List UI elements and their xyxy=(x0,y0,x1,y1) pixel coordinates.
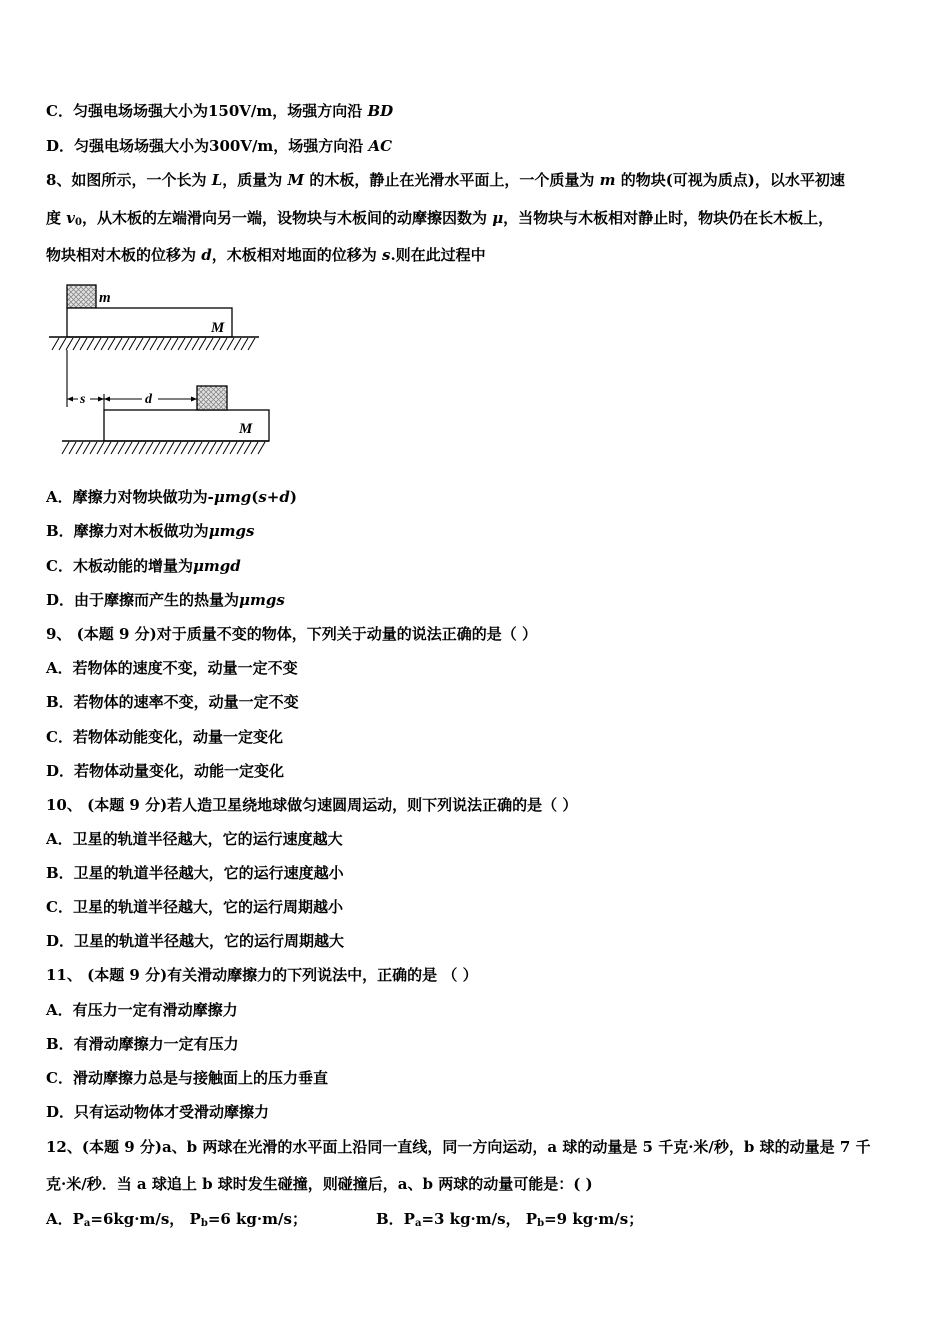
q12-option-b: B．$P_a=3$ kg·m/s， $P_b=9$ kg·m/s； xyxy=(376,1210,644,1229)
q11-option-c: C．滑动摩擦力总是与接触面上的压力垂直 xyxy=(46,1069,328,1087)
q9-option-c: C．若物体动能变化，动量一定变化 xyxy=(46,728,283,746)
question-12-line-2: 克·米/秒．当 a 球追上 b 球时发生碰撞，则碰撞后，a、b 两球的动量可能是：( ) xyxy=(46,1175,593,1193)
label-M-bottom: M xyxy=(239,421,253,437)
label-s: s xyxy=(80,392,86,407)
q8-option-a: A．摩擦力对物块做功为-μmg(s+d) xyxy=(46,488,297,506)
q10-option-b: B．卫星的轨道半径越大，它的运行速度越小 xyxy=(46,864,344,882)
label-m: m xyxy=(99,290,111,306)
q11-option-a: A．有压力一定有滑动摩擦力 xyxy=(46,1001,238,1019)
option-c-previous: C．匀强电场场强大小为150V/m，场强方向沿 BD xyxy=(46,102,394,120)
q10-option-d: D．卫星的轨道半径越大，它的运行周期越大 xyxy=(46,932,345,950)
q8-option-b: B．摩擦力对木板做功为μmgs xyxy=(46,522,255,540)
q8-option-d: D．由于摩擦而产生的热量为μmgs xyxy=(46,591,285,609)
ground-hatch-top xyxy=(52,338,255,350)
question-11-stem: 11、 (本题 9 分)有关滑动摩擦力的下列说法中，正确的是 （ ） xyxy=(46,966,478,984)
label-d: d xyxy=(145,392,152,407)
question-10-stem: 10、 (本题 9 分)若人造卫星绕地球做匀速圆周运动，则下列说法正确的是（ ） xyxy=(46,796,578,814)
board-block-diagram xyxy=(46,282,276,467)
question-8-line-1: 8、如图所示，一个长为 L，质量为 M 的木板，静止在光滑水平面上，一个质量为 m 的物块(可视为质点)，以水平初速 xyxy=(46,171,845,189)
block-m-bottom xyxy=(197,386,227,410)
q10-option-c: C．卫星的轨道半径越大，它的运行周期越小 xyxy=(46,898,343,916)
block-m-top xyxy=(67,285,96,308)
q9-option-d: D．若物体动量变化，动能一定变化 xyxy=(46,762,285,780)
q10-option-a: A．卫星的轨道半径越大，它的运行速度越大 xyxy=(46,830,343,848)
question-12-line-1: 12、(本题 9 分)a、b 两球在光滑的水平面上沿同一直线，同一方向运动，a 球的动量是 5 千克·米/秒，b 球的动量是 7 千 xyxy=(46,1138,871,1156)
q9-option-b: B．若物体的速率不变，动量一定不变 xyxy=(46,693,299,711)
q9-option-a: A．若物体的速度不变，动量一定不变 xyxy=(46,659,298,677)
q8-option-c: C．木板动能的增量为μmgd xyxy=(46,557,241,575)
q12-option-a: A．$P_a=6kg\cdot m/s$， $P_b=6$ kg·m/s； xyxy=(46,1210,307,1229)
question-8-line-2: 度 $v_0$，从木板的左端滑向另一端，设物块与木板间的动摩擦因数为 μ，当物块与木板相对静止时，物块仍在长木板上， xyxy=(46,209,834,228)
board-M-top xyxy=(67,308,232,337)
q12-options-row xyxy=(46,1209,644,1229)
ground-hatch-bottom xyxy=(62,442,265,454)
label-M-top: M xyxy=(211,320,225,336)
question-9-stem: 9、 (本题 9 分)对于质量不变的物体，下列关于动量的说法正确的是（ ） xyxy=(46,625,537,643)
q11-option-d: D．只有运动物体才受滑动摩擦力 xyxy=(46,1103,270,1121)
q11-option-b: B．有滑动摩擦力一定有压力 xyxy=(46,1035,239,1053)
question-8-line-3: 物块相对木板的位移为 d，木板相对地面的位移为 s.则在此过程中 xyxy=(46,246,486,264)
option-d-previous: D．匀强电场场强大小为300V/m，场强方向沿 AC xyxy=(46,137,393,155)
